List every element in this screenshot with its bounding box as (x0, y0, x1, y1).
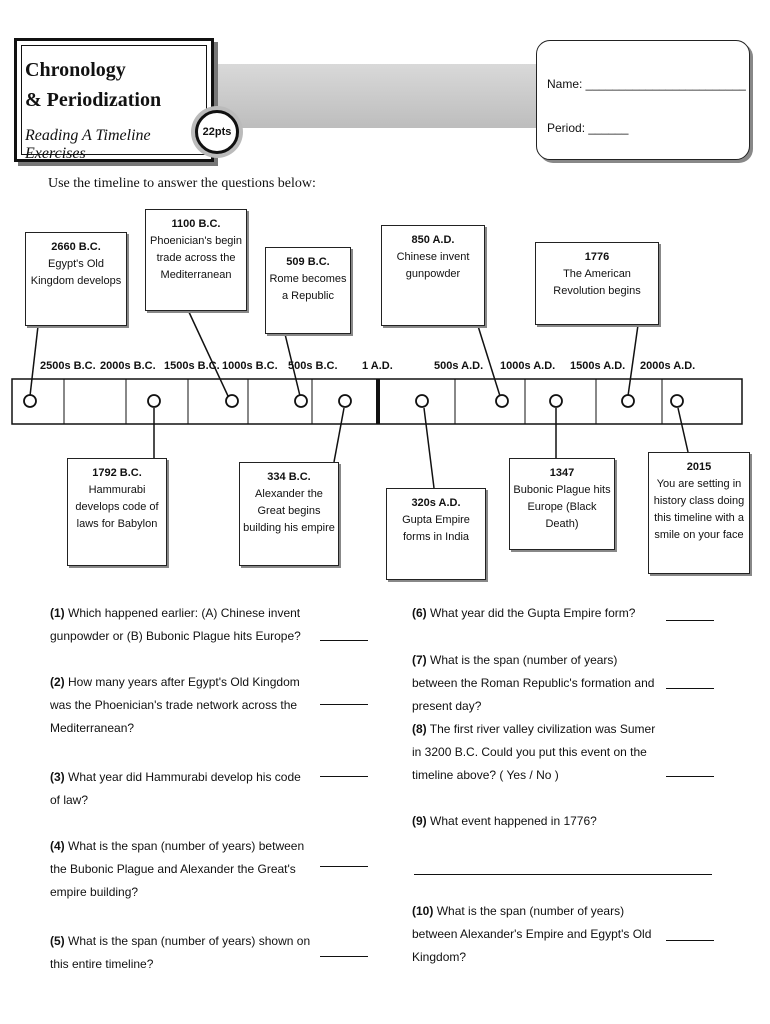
question-number: (5) (50, 934, 65, 948)
answer-blank-7[interactable] (666, 688, 714, 689)
question-text: The first river valley civilization was Sumer in 3200 B.C. Could you put this event on the timeline above? ( Yes / No ) (412, 722, 656, 782)
tick-label: 1 A.D. (362, 360, 393, 372)
question-text: What is the span (number of years) between the Roman Republic's formation and present day? (412, 653, 655, 713)
event-box-egypt (25, 232, 127, 326)
event-description: Phoenician's begin trade across the Mediterranean (149, 235, 242, 281)
points-badge: 22pts (195, 110, 239, 154)
tick-label: 500s A.D. (434, 360, 484, 372)
event-year: 2660 B.C. (51, 241, 101, 253)
answer-blank-1[interactable] (320, 640, 368, 641)
event-description: Rome becomes a Republic (269, 273, 347, 302)
answer-blank-10[interactable] (666, 940, 714, 941)
question-text: What is the span (number of years) between Alexander's Empire and Egypt's Old Kingdom? (412, 904, 652, 964)
event-description: Chinese invent gunpowder (396, 251, 470, 280)
event-year: 850 A.D. (411, 234, 455, 246)
question-number: (6) (412, 606, 427, 620)
answer-blank-6[interactable] (666, 620, 714, 621)
question-6 (412, 602, 657, 625)
event-description: Bubonic Plague hits Europe (Black Death) (513, 484, 611, 530)
question-number: (4) (50, 839, 65, 853)
question-text: Which happened earlier: (A) Chinese invent gunpowder or (B) Bubonic Plague hits Europe? (50, 606, 301, 643)
tick-label: 500s B.C. (288, 360, 338, 372)
answer-blank-4[interactable] (320, 866, 368, 867)
event-year: 1776 (584, 251, 610, 263)
tick-label: 1000s B.C. (222, 360, 278, 372)
question-text: What event happened in 1776? (430, 814, 597, 828)
instructions: Use the timeline to answer the questions below: (48, 176, 316, 191)
question-9 (412, 810, 657, 833)
question-number: (7) (412, 653, 427, 667)
answer-blank-5[interactable] (320, 956, 368, 957)
question-text: What is the span (number of years) between the Bubonic Plague and Alexander the Great's empire building? (50, 839, 305, 899)
event-box-plague (509, 458, 615, 550)
event-description: You are setting in history class doing this timeline with a smile on your face (653, 478, 745, 541)
question-10 (412, 900, 657, 969)
title-line-2: & Periodization (25, 89, 162, 111)
event-year: 2015 (686, 461, 712, 473)
question-5 (50, 930, 312, 976)
answer-blank-3[interactable] (320, 776, 368, 777)
name-field[interactable]: Name: ________________________ (547, 77, 746, 91)
event-box-gunpowder (381, 225, 485, 326)
subtitle: Reading A Timeline Exercises (25, 127, 151, 162)
answer-blank-8[interactable] (666, 776, 714, 777)
question-number: (1) (50, 606, 65, 620)
event-description: Gupta Empire forms in India (402, 514, 470, 543)
event-year: 1100 B.C. (171, 218, 221, 230)
tick-label: 1500s A.D. (570, 360, 626, 372)
title-line-1: Chronology (25, 59, 126, 81)
event-box-american-revolution (535, 242, 659, 325)
tick-label: 2500s B.C. (40, 360, 96, 372)
question-number: (9) (412, 814, 427, 828)
event-year: 320s A.D. (411, 497, 461, 509)
tick-label: 2000s A.D. (640, 360, 696, 372)
event-description: Egypt's Old Kingdom develops (30, 258, 122, 287)
period-field[interactable]: Period: ______ (547, 121, 629, 135)
event-box-gupta (386, 488, 486, 580)
tick-label: 2000s B.C. (100, 360, 156, 372)
question-number: (3) (50, 770, 65, 784)
question-number: (8) (412, 722, 427, 736)
question-3 (50, 766, 312, 812)
event-description: The American Revolution begins (553, 268, 641, 297)
tick-label: 1500s B.C. (164, 360, 220, 372)
question-text: What year did Hammurabi develop his code of law? (50, 770, 301, 807)
answer-line-9[interactable] (414, 874, 712, 875)
event-year: 509 B.C. (286, 256, 330, 268)
question-7 (412, 649, 657, 718)
event-box-phoenician (145, 209, 247, 311)
question-text: What year did the Gupta Empire form? (430, 606, 636, 620)
question-number: (10) (412, 904, 434, 918)
question-text: How many years after Egypt's Old Kingdom was the Phoenician's trade network across the Mediterranean? (50, 675, 300, 735)
event-box-alexander (239, 462, 339, 566)
event-box-2015 (648, 452, 750, 574)
question-2 (50, 671, 312, 740)
answer-blank-2[interactable] (320, 704, 368, 705)
event-description: Alexander the Great begins building his empire (243, 488, 335, 534)
event-year: 1792 B.C. (92, 467, 142, 479)
event-description: Hammurabi develops code of laws for Babylon (75, 484, 159, 530)
event-year: 1347 (549, 467, 575, 479)
event-box-rome (265, 247, 351, 334)
question-8 (412, 718, 657, 787)
tick-label: 1000s A.D. (500, 360, 556, 372)
question-4 (50, 835, 312, 904)
event-box-hammurabi (67, 458, 167, 566)
event-year: 334 B.C. (267, 471, 311, 483)
question-text: What is the span (number of years) shown on this entire timeline? (50, 934, 311, 971)
question-1 (50, 602, 312, 648)
question-number: (2) (50, 675, 65, 689)
